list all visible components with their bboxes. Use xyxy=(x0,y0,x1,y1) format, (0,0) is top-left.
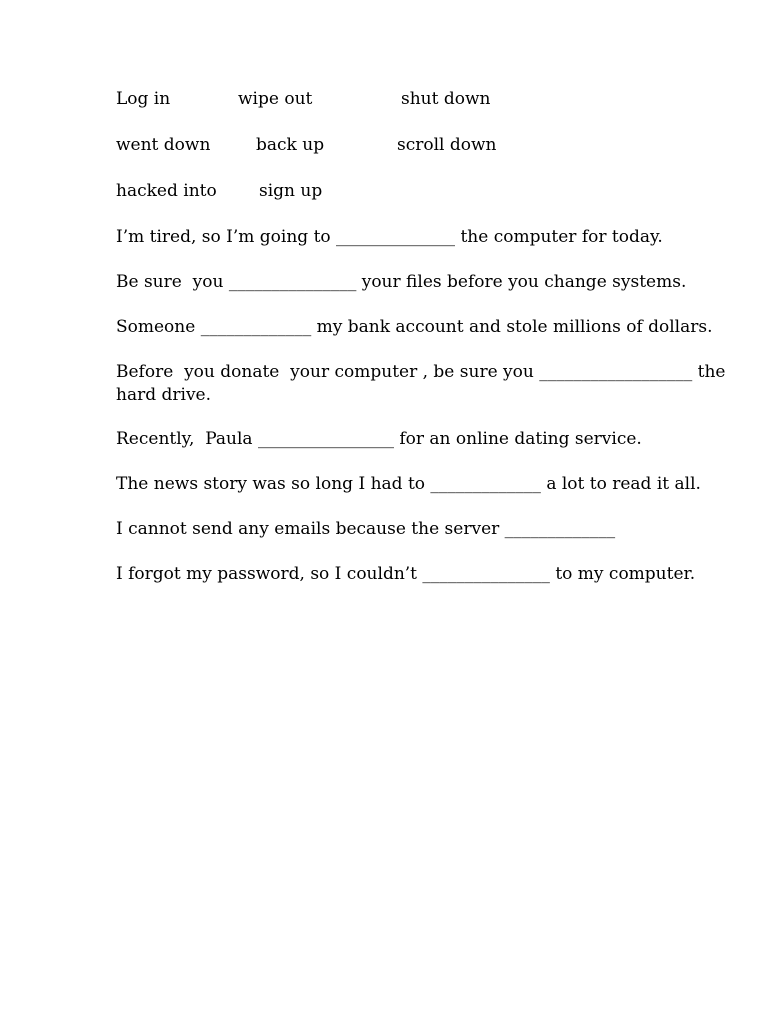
word-bank-item: scroll down xyxy=(397,135,497,155)
word-bank-item: wipe out xyxy=(238,89,313,109)
sentence-1: I’m tired, so I’m going to ______________ the computer for today. xyxy=(116,227,663,247)
word-bank-row-3 xyxy=(116,180,636,226)
sentence-5: Recently, Paula ________________ for an online dating service. xyxy=(116,429,642,449)
fill-in-sentences xyxy=(116,226,746,608)
word-bank-item: sign up xyxy=(259,181,323,201)
word-bank-row-2 xyxy=(116,134,636,180)
word-bank-item: shut down xyxy=(401,89,491,109)
word-bank-item: went down xyxy=(116,135,211,155)
word-bank-item: back up xyxy=(256,135,325,155)
word-bank xyxy=(116,88,636,226)
sentence-8: I forgot my password, so I couldn’t _______________ to my computer. xyxy=(116,564,696,584)
sentence-2: Be sure you _______________ your files before you change systems. xyxy=(116,272,687,292)
sentence-6: The news story was so long I had to _____________ a lot to read it all. xyxy=(116,474,701,494)
word-bank-item: hacked into xyxy=(116,181,217,201)
word-bank-item: Log in xyxy=(116,89,171,109)
sentence-4: Before you donate your computer , be sure you __________________ the hard drive. xyxy=(116,362,731,405)
sentence-3: Someone _____________ my bank account and stole millions of dollars. xyxy=(116,317,713,337)
word-bank-row-1 xyxy=(116,88,636,134)
sentence-7: I cannot send any emails because the server _____________ xyxy=(116,519,616,539)
